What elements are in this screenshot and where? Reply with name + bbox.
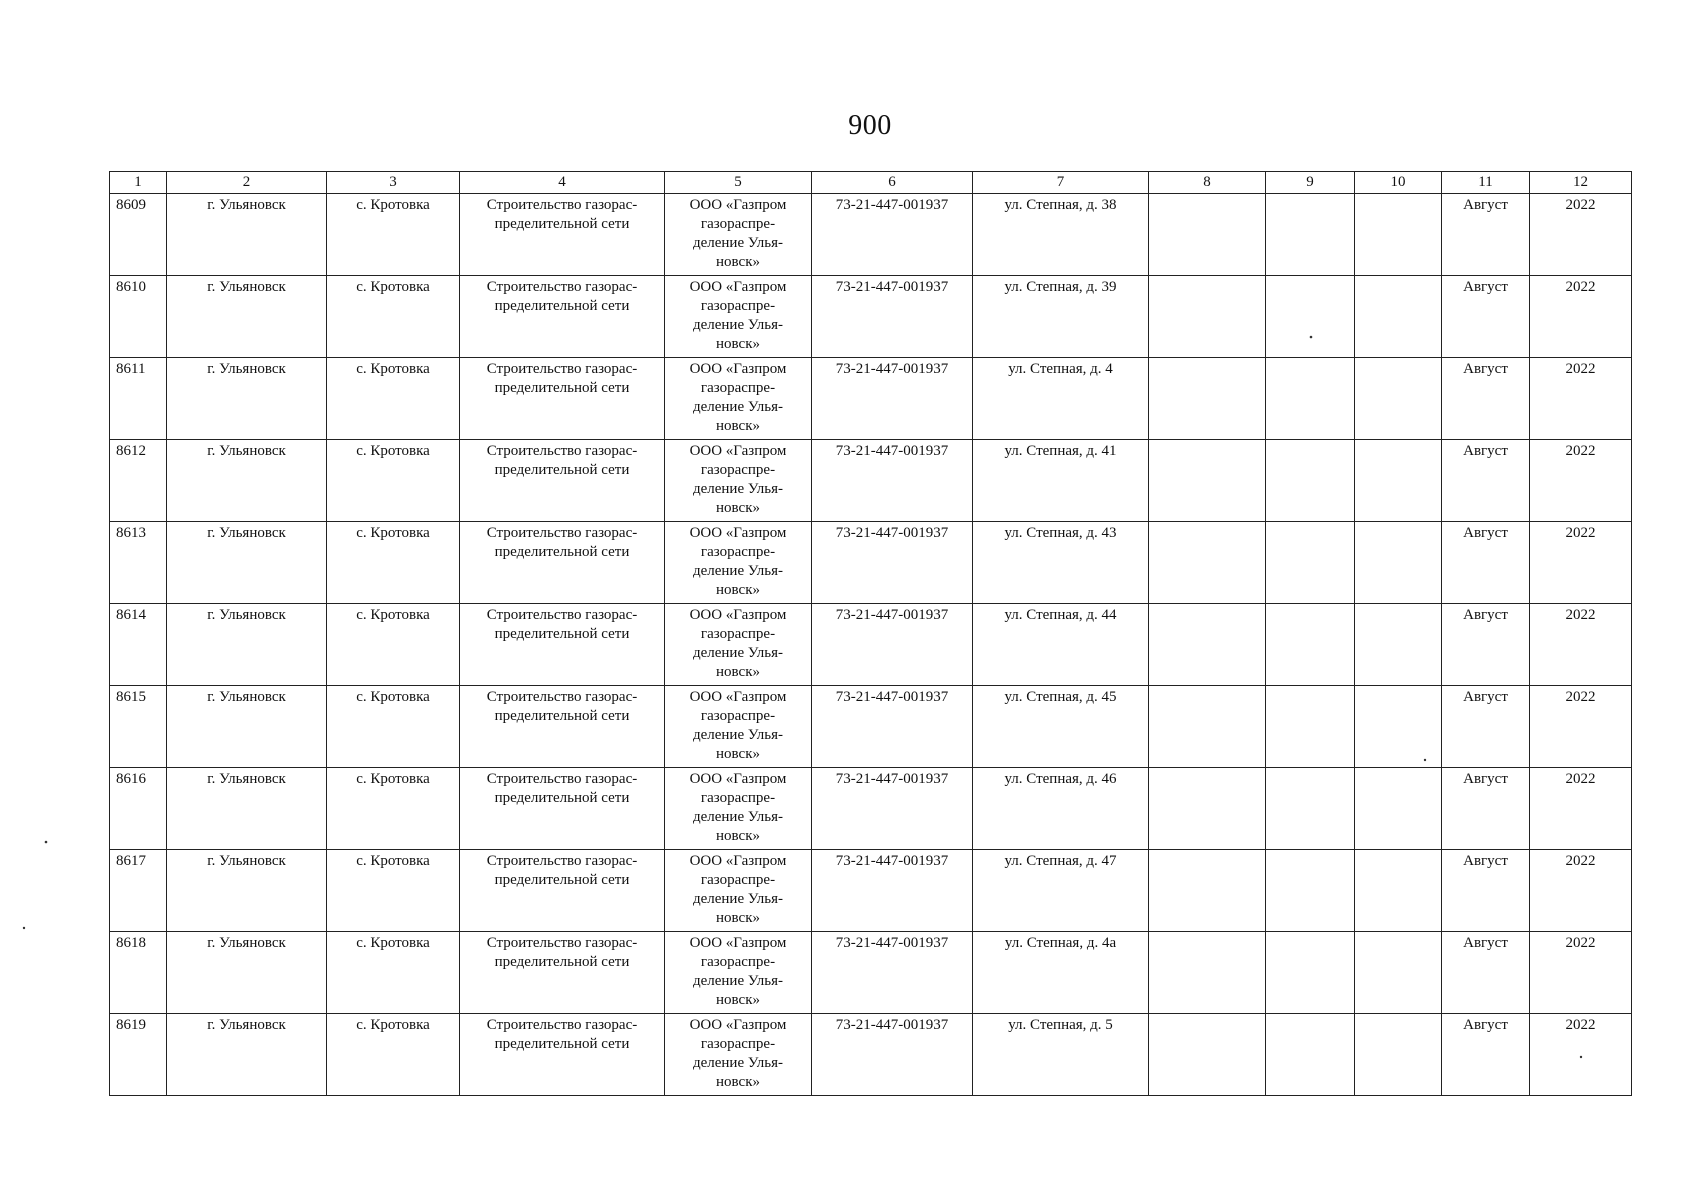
cell-object-line: пределительной сети [494, 1036, 630, 1052]
cell-month-line: Август [1463, 361, 1508, 377]
cell-organization-line: ООО «Газпром [689, 197, 787, 213]
cell-organization-line: газораспре- [700, 1036, 776, 1052]
cell-organization-line: газораспре- [700, 708, 776, 724]
cell-city-line: г. Ульяновск [207, 197, 286, 213]
column-header: 10 [1355, 172, 1442, 194]
cell-address-line: ул. Степная, д. 38 [1004, 197, 1117, 213]
cell-year-line: 2022 [1565, 853, 1596, 869]
cell-city-line: г. Ульяновск [207, 279, 286, 295]
cell-code-line: 73-21-447-001937 [835, 771, 949, 787]
cell-year-line: 2022 [1565, 361, 1596, 377]
cell-year-line: 2022 [1565, 1017, 1596, 1033]
cell-settlement-line: с. Кротовка [356, 935, 430, 951]
scan-speck [1310, 336, 1313, 339]
cell-organization-line: новск» [716, 664, 760, 680]
cell-organization-line: ООО «Газпром [689, 361, 787, 377]
cell-month-line: Август [1463, 689, 1508, 705]
cell-year-line: 2022 [1565, 279, 1596, 295]
cell-object-line: пределительной сети [494, 872, 630, 888]
cell-city-line: г. Ульяновск [207, 607, 286, 623]
cell-settlement-line: с. Кротовка [356, 689, 430, 705]
cell-organization-line: новск» [716, 746, 760, 762]
cell-address-line: ул. Степная, д. 5 [1008, 1017, 1113, 1033]
cell-organization-line: новск» [716, 254, 760, 270]
cell-month-line: Август [1463, 525, 1508, 541]
cell-object-line: пределительной сети [494, 954, 630, 970]
cell-organization-line: новск» [716, 828, 760, 844]
scan-speck [1580, 1056, 1582, 1058]
cell-city-line: г. Ульяновск [207, 853, 286, 869]
cell-object-line: Строительство газорас- [486, 279, 638, 295]
cell-organization-line: газораспре- [700, 626, 776, 642]
cell-settlement-line: с. Кротовка [356, 853, 430, 869]
cell-organization-line: ООО «Газпром [689, 443, 787, 459]
column-header: 1 [110, 172, 167, 194]
cell-organization-line: деление Улья- [692, 235, 784, 251]
column-header: 3 [327, 172, 460, 194]
cell-organization-line: газораспре- [700, 872, 776, 888]
cell-month-line: Август [1463, 853, 1508, 869]
cell-year-line: 2022 [1565, 771, 1596, 787]
cell-year-line: 2022 [1565, 525, 1596, 541]
page-number: 900 [848, 110, 892, 141]
cell-record-number-line: 8617 [116, 853, 146, 869]
cell-organization-line: деление Улья- [692, 645, 784, 661]
cell-organization-line: деление Улья- [692, 399, 784, 415]
cell-organization-line: ООО «Газпром [689, 607, 787, 623]
cell-organization-line: ООО «Газпром [689, 935, 787, 951]
cell-organization-line: новск» [716, 582, 760, 598]
cell-organization-line: деление Улья- [692, 563, 784, 579]
cell-organization-line: новск» [716, 1074, 760, 1090]
cell-city-line: г. Ульяновск [207, 935, 286, 951]
cell-month-line: Август [1463, 197, 1508, 213]
cell-address-line: ул. Степная, д. 4а [1004, 935, 1117, 951]
cell-object-line: Строительство газорас- [486, 607, 638, 623]
column-header: 12 [1530, 172, 1632, 194]
cell-organization-line: новск» [716, 336, 760, 352]
cell-code-line: 73-21-447-001937 [835, 197, 949, 213]
cell-settlement-line: с. Кротовка [356, 771, 430, 787]
column-header: 11 [1442, 172, 1530, 194]
scan-speck [23, 927, 25, 929]
cell-organization-line: ООО «Газпром [689, 1017, 787, 1033]
cell-organization-line: ООО «Газпром [689, 771, 787, 787]
cell-settlement-line: с. Кротовка [356, 361, 430, 377]
cell-settlement-line: с. Кротовка [356, 443, 430, 459]
scan-speck [1424, 759, 1426, 761]
cell-object-line: пределительной сети [494, 380, 630, 396]
cell-object-line: пределительной сети [494, 708, 630, 724]
cell-city-line: г. Ульяновск [207, 361, 286, 377]
cell-record-number-line: 8616 [116, 771, 146, 787]
cell-address-line: ул. Степная, д. 41 [1004, 443, 1117, 459]
column-header: 4 [460, 172, 665, 194]
cell-record-number-line: 8613 [116, 525, 146, 541]
cell-organization-line: ООО «Газпром [689, 853, 787, 869]
cell-record-number-line: 8614 [116, 607, 146, 623]
cell-object-line: пределительной сети [494, 626, 630, 642]
cell-record-number-line: 8609 [116, 197, 146, 213]
cell-settlement-line: с. Кротовка [356, 607, 430, 623]
cell-object-line: пределительной сети [494, 790, 630, 806]
cell-address-line: ул. Степная, д. 45 [1004, 689, 1117, 705]
cell-code-line: 73-21-447-001937 [835, 853, 949, 869]
cell-address-line: ул. Степная, д. 47 [1004, 853, 1117, 869]
cell-organization-line: газораспре- [700, 790, 776, 806]
cell-organization-line: новск» [716, 418, 760, 434]
cell-organization-line: газораспре- [700, 380, 776, 396]
cell-settlement-line: с. Кротовка [356, 525, 430, 541]
cell-object-line: пределительной сети [494, 216, 630, 232]
cell-city-line: г. Ульяновск [207, 443, 286, 459]
cell-month-line: Август [1463, 771, 1508, 787]
cell-city-line: г. Ульяновск [207, 525, 286, 541]
cell-city-line: г. Ульяновск [207, 771, 286, 787]
cell-object-line: Строительство газорас- [486, 443, 638, 459]
cell-object-line: Строительство газорас- [486, 525, 638, 541]
cell-organization-line: деление Улья- [692, 891, 784, 907]
cell-organization-line: деление Улья- [692, 1055, 784, 1071]
cell-code-line: 73-21-447-001937 [835, 361, 949, 377]
cell-organization-line: деление Улья- [692, 809, 784, 825]
cell-year-line: 2022 [1565, 443, 1596, 459]
cell-settlement-line: с. Кротовка [356, 279, 430, 295]
cell-organization-line: газораспре- [700, 216, 776, 232]
column-header: 8 [1149, 172, 1266, 194]
cell-month-line: Август [1463, 1017, 1508, 1033]
cell-address-line: ул. Степная, д. 46 [1004, 771, 1117, 787]
cell-month-line: Август [1463, 443, 1508, 459]
cell-code-line: 73-21-447-001937 [835, 1017, 949, 1033]
cell-record-number-line: 8611 [116, 361, 146, 377]
cell-organization-line: деление Улья- [692, 481, 784, 497]
column-header: 6 [812, 172, 973, 194]
cell-year-line: 2022 [1565, 607, 1596, 623]
cell-record-number-line: 8618 [116, 935, 146, 951]
cell-address-line: ул. Степная, д. 4 [1008, 361, 1113, 377]
column-header: 7 [973, 172, 1149, 194]
cell-address-line: ул. Степная, д. 43 [1004, 525, 1117, 541]
cell-organization-line: ООО «Газпром [689, 525, 787, 541]
cell-organization-line: газораспре- [700, 954, 776, 970]
cell-object-line: пределительной сети [494, 298, 630, 314]
cell-month-line: Август [1463, 607, 1508, 623]
cell-code-line: 73-21-447-001937 [835, 607, 949, 623]
cell-settlement-line: с. Кротовка [356, 1017, 430, 1033]
cell-address-line: ул. Степная, д. 44 [1004, 607, 1117, 623]
cell-organization-line: деление Улья- [692, 727, 784, 743]
cell-year-line: 2022 [1565, 197, 1596, 213]
cell-code-line: 73-21-447-001937 [835, 525, 949, 541]
cell-month-line: Август [1463, 935, 1508, 951]
cell-object-line: Строительство газорас- [486, 935, 638, 951]
cell-organization-line: деление Улья- [692, 317, 784, 333]
cell-code-line: 73-21-447-001937 [835, 443, 949, 459]
cell-city-line: г. Ульяновск [207, 1017, 286, 1033]
cell-year-line: 2022 [1565, 689, 1596, 705]
cell-year-line: 2022 [1565, 935, 1596, 951]
cell-record-number-line: 8612 [116, 443, 146, 459]
cell-month-line: Август [1463, 279, 1508, 295]
cell-object-line: Строительство газорас- [486, 361, 638, 377]
cell-object-line: пределительной сети [494, 544, 630, 560]
cell-city-line: г. Ульяновск [207, 689, 286, 705]
cell-record-number-line: 8615 [116, 689, 146, 705]
cell-record-number-line: 8610 [116, 279, 146, 295]
column-header: 9 [1266, 172, 1355, 194]
column-header: 5 [665, 172, 812, 194]
cell-organization-line: ООО «Газпром [689, 689, 787, 705]
cell-object-line: Строительство газорас- [486, 689, 638, 705]
cell-organization-line: деление Улья- [692, 973, 784, 989]
cell-object-line: пределительной сети [494, 462, 630, 478]
cell-organization-line: газораспре- [700, 298, 776, 314]
cell-address-line: ул. Степная, д. 39 [1004, 279, 1117, 295]
scan-speck [45, 841, 48, 844]
cell-object-line: Строительство газорас- [486, 197, 638, 213]
cell-code-line: 73-21-447-001937 [835, 935, 949, 951]
cell-settlement-line: с. Кротовка [356, 197, 430, 213]
cell-object-line: Строительство газорас- [486, 1017, 638, 1033]
cell-organization-line: новск» [716, 500, 760, 516]
cell-object-line: Строительство газорас- [486, 771, 638, 787]
cell-organization-line: новск» [716, 992, 760, 1008]
cell-organization-line: газораспре- [700, 544, 776, 560]
cell-record-number-line: 8619 [116, 1017, 146, 1033]
cell-code-line: 73-21-447-001937 [835, 689, 949, 705]
cell-organization-line: газораспре- [700, 462, 776, 478]
cell-code-line: 73-21-447-001937 [835, 279, 949, 295]
cell-organization-line: новск» [716, 910, 760, 926]
cell-organization-line: ООО «Газпром [689, 279, 787, 295]
column-header: 2 [167, 172, 327, 194]
cell-object-line: Строительство газорас- [486, 853, 638, 869]
